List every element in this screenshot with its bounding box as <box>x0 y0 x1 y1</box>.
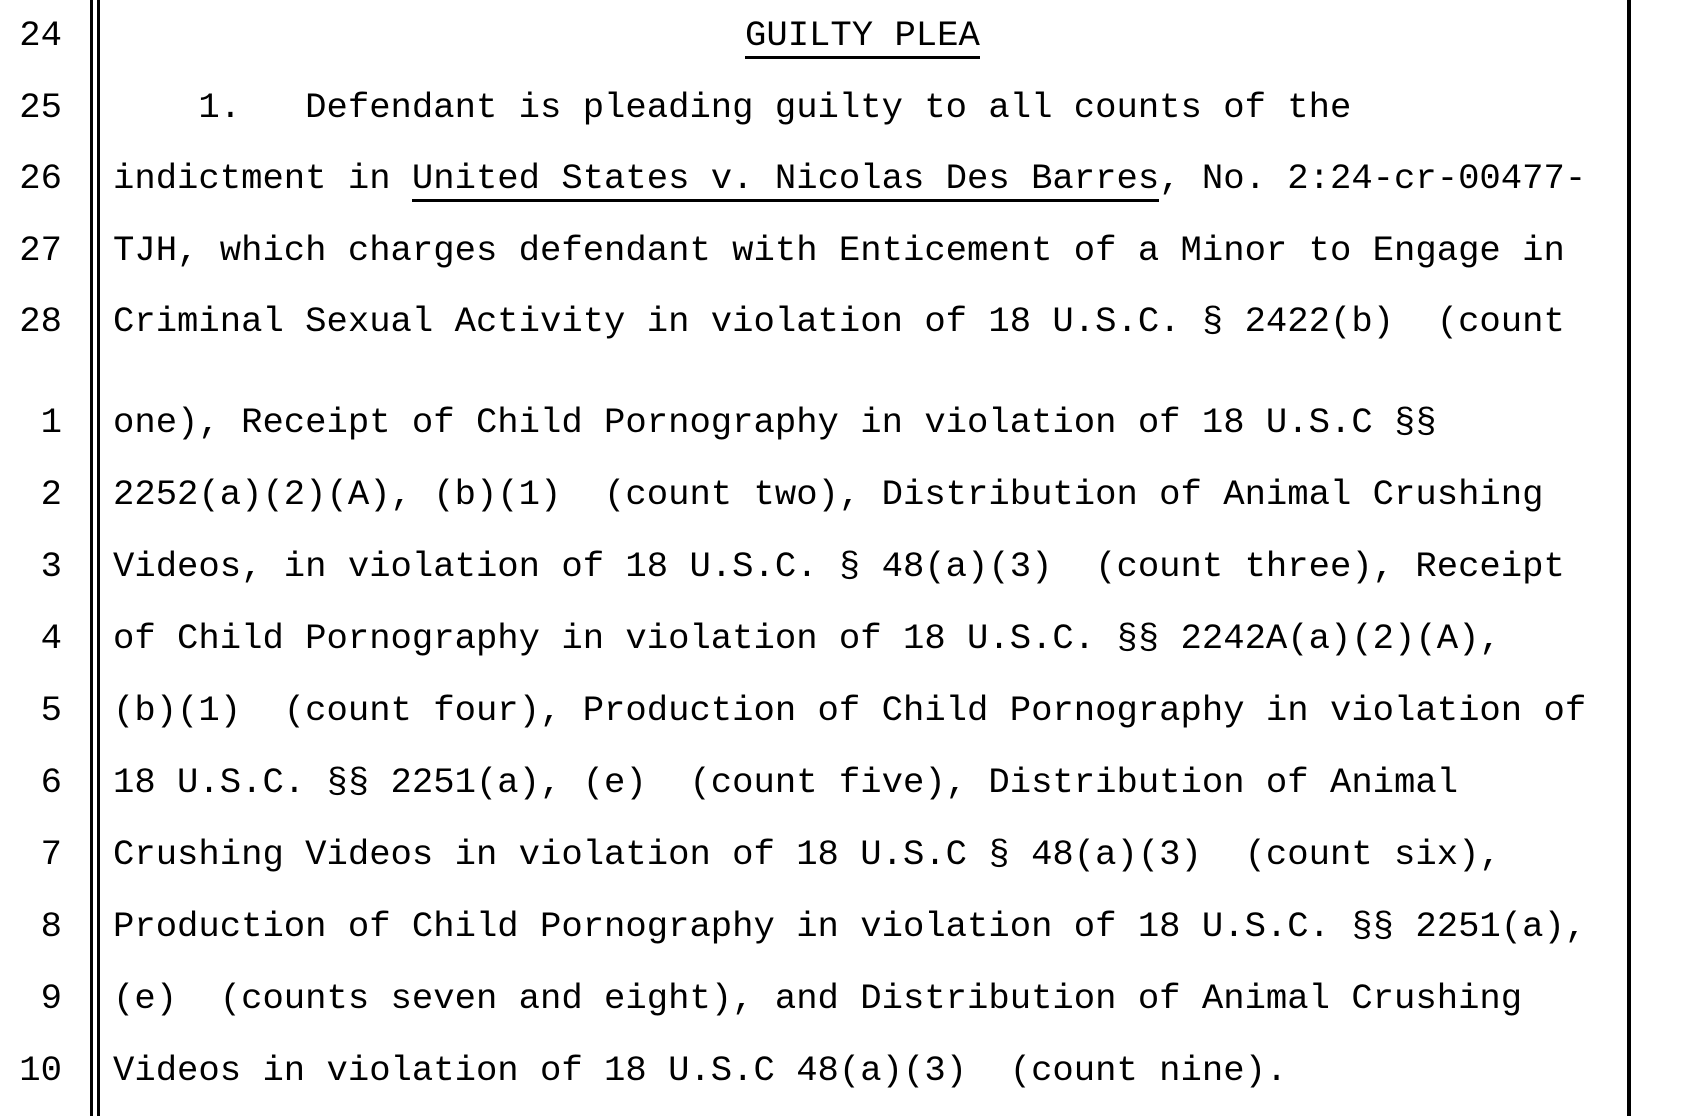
line-number: 4 <box>40 618 62 659</box>
line-number: 9 <box>40 978 62 1019</box>
pleading-line <box>0 215 1695 287</box>
pleading-line <box>0 459 1695 531</box>
pleading-line <box>0 963 1695 1035</box>
line-text <box>113 891 1586 963</box>
line-text <box>113 675 1586 747</box>
line-text <box>113 286 1565 358</box>
pleading-line <box>0 891 1695 963</box>
text-segment: 2252(a)(2)(A), (b)(1) (count two), Distribution of Animal Crushing <box>113 474 1544 515</box>
pleading-line <box>0 72 1695 144</box>
underlined-text: GUILTY PLEA <box>745 15 980 59</box>
line-number: 27 <box>19 230 62 271</box>
pleading-line <box>0 286 1695 358</box>
pleading-line <box>0 0 1695 72</box>
text-segment: Criminal Sexual Activity in violation of 18 U.S.C. § 2422(b) (count <box>113 301 1565 342</box>
pleading-line <box>0 819 1695 891</box>
line-number: 7 <box>40 834 62 875</box>
line-number: 1 <box>40 402 62 443</box>
text-segment: 18 U.S.C. §§ 2251(a), (e) (count five), Distribution of Animal <box>113 762 1459 803</box>
pleading-line <box>0 387 1695 459</box>
pleading-line <box>0 603 1695 675</box>
line-text <box>113 531 1565 603</box>
pleading-line <box>0 143 1695 215</box>
pleading-line <box>0 675 1695 747</box>
text-segment: Videos, in violation of 18 U.S.C. § 48(a)(3) (count three), Receipt <box>113 546 1565 587</box>
text-segment: (e) (counts seven and eight), and Distribution of Animal Crushing <box>113 978 1523 1019</box>
text-segment: indictment in <box>113 158 412 199</box>
text-segment: of Child Pornography in violation of 18 U.S.C. §§ 2242A(a)(2)(A), <box>113 618 1501 659</box>
line-number: 6 <box>40 762 62 803</box>
line-text <box>113 963 1522 1035</box>
line-number: 25 <box>19 87 62 128</box>
text-segment: Production of Child Pornography in violation of 18 U.S.C. §§ 2251(a), <box>113 906 1587 947</box>
underlined-text: United States v. Nicolas Des Barres <box>412 158 1159 202</box>
line-number: 5 <box>40 690 62 731</box>
text-segment: one), Receipt of Child Pornography in violation of 18 U.S.C §§ <box>113 402 1437 443</box>
line-number: 8 <box>40 906 62 947</box>
pleading-line <box>0 747 1695 819</box>
line-text <box>113 143 1586 215</box>
line-text <box>113 603 1501 675</box>
line-number: 10 <box>19 1050 62 1091</box>
text-segment: , No. 2:24-cr-00477- <box>1159 158 1587 199</box>
text-segment: (b)(1) (count four), Production of Child Pornography in violation of <box>113 690 1587 731</box>
text-segment: Videos in violation of 18 U.S.C 48(a)(3) (count nine). <box>113 1050 1288 1091</box>
section-heading <box>745 0 980 72</box>
line-text <box>113 747 1458 819</box>
text-segment: Crushing Videos in violation of 18 U.S.C § 48(a)(3) (count six), <box>113 834 1501 875</box>
line-number: 28 <box>19 301 62 342</box>
pleading-line <box>0 1035 1695 1107</box>
text-segment: TJH, which charges defendant with Enticement of a Minor to Engage in <box>113 230 1565 271</box>
line-text <box>113 215 1565 287</box>
pleading-line <box>0 531 1695 603</box>
line-number: 24 <box>19 15 62 56</box>
line-text <box>113 459 1543 531</box>
line-number: 2 <box>40 474 62 515</box>
line-text <box>113 72 1351 144</box>
line-number: 26 <box>19 158 62 199</box>
line-text <box>113 819 1501 891</box>
line-number: 3 <box>40 546 62 587</box>
text-segment: 1. Defendant is pleading guilty to all counts of the <box>113 87 1352 128</box>
line-text <box>113 1035 1287 1107</box>
line-text <box>113 387 1437 459</box>
